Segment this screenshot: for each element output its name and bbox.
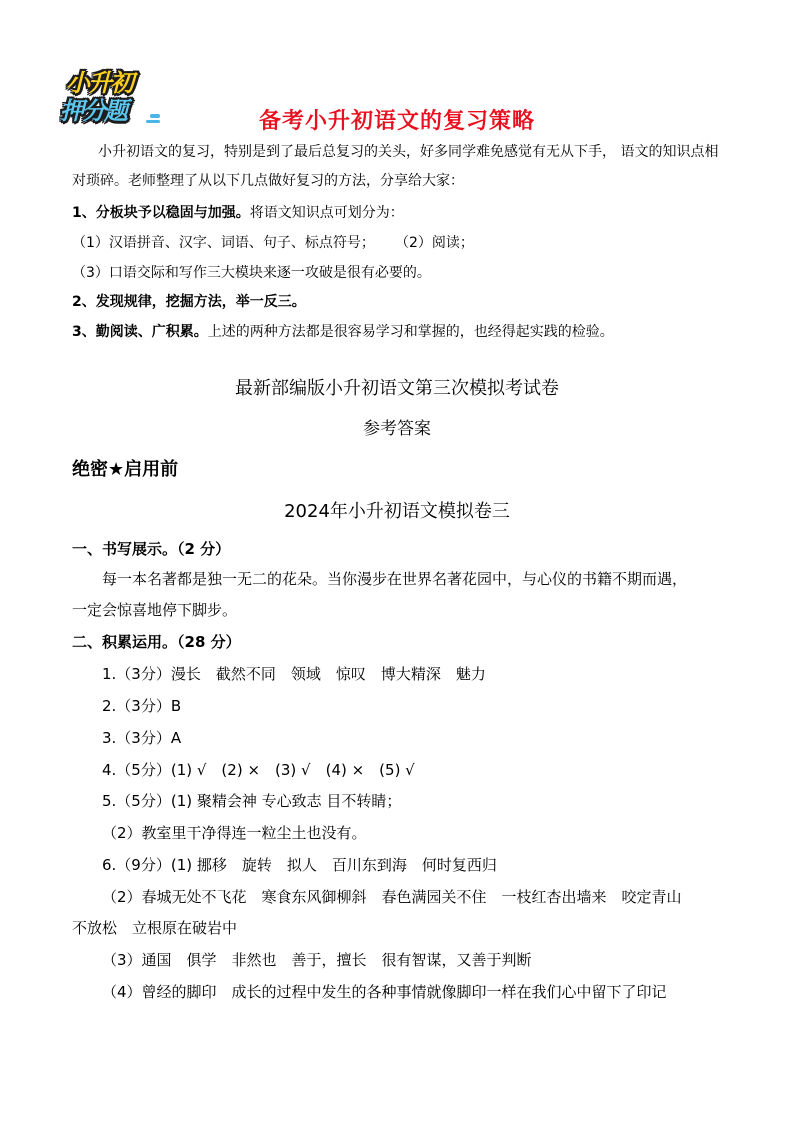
answer-q2: 2.（3分）B	[102, 697, 182, 715]
intro-line-1: 小升初语文的复习，特别是到了最后总复习的关头，好多同学难免感觉有无从下手， 语文的知识点相	[98, 144, 719, 160]
tip-3-text: 上述的两种方法都是很容易学习和掌握的，也经得起实践的检验。	[207, 324, 614, 340]
answer-q6-part4: （4）曾经的脚印 成长的过程中发生的各种事情就像脚印一样在我们心中留下了印记	[102, 983, 667, 1001]
answer-q5: 5.（5分）(1) 聚精会神 专心致志 目不转睛；	[102, 792, 402, 810]
section-1-line-2: 一定会惊喜地停下脚步。	[72, 601, 238, 619]
exam-title: 2024年小升初语文模拟卷三	[284, 501, 510, 522]
answer-q4: 4.（5分）(1) √ (2) × (3) √ (4) × (5) √	[102, 761, 415, 779]
tip-1-text: 将语文知识点可划分为：	[249, 205, 404, 221]
answer-q6-part2-line1: （2）春城无处不飞花 寒食东风御柳斜 春色满园关不住 一枝红杏出墙来 咬定青山	[102, 888, 682, 906]
tip-2: 2、发现规律，挖掘方法，举一反三。	[72, 294, 306, 310]
answer-q6-part2-line2: 不放松 立根原在破岩中	[72, 919, 238, 937]
logo-text-bottom: 押分题	[60, 97, 126, 125]
answer-heading: 参考答案	[363, 419, 431, 439]
answer-q5-part2: （2）教室里干净得连一粒尘土也没有。	[102, 824, 367, 842]
answer-q3: 3.（3分）A	[102, 729, 182, 747]
tip-1-heading: 1、分板块予以稳固与加强。	[72, 205, 250, 221]
confidential-label: 绝密★启用前	[72, 459, 179, 480]
page-title: 备考小升初语文的复习策略	[258, 109, 535, 134]
tip-1	[72, 204, 404, 222]
intro-line-2: 对琐碎。老师整理了从以下几点做好复习的方法，分享给大家：	[72, 173, 464, 189]
section-1-line-1: 每一本名著都是独一无二的花朵。当你漫步在世界名著花园中，与心仪的书籍不期而遇，	[102, 570, 688, 588]
tip-3-heading: 3、勤阅读、广积累。	[72, 324, 208, 340]
answer-q1: 1.（3分）漫长 截然不同 领域 惊叹 博大精深 魅力	[102, 665, 486, 683]
section-2-heading: 二、积累运用。（28 分）	[72, 633, 241, 651]
answer-q6-part3: （3）通国 俱学 非然也 善于，擅长 很有智谋，又善于判断	[102, 951, 532, 969]
tip-3	[72, 323, 614, 341]
section-1-heading: 一、书写展示。（2 分）	[72, 540, 231, 558]
exam-heading: 最新部编版小升初语文第三次模拟考试卷	[235, 378, 559, 399]
answer-q6: 6.（9分）(1) 挪移 旋转 拟人 百川东到海 何时复西归	[102, 856, 497, 874]
tip-1-sub-b: （2）阅读；	[395, 235, 474, 251]
tip-1-sub-a: （1）汉语拼音、汉字、词语、句子、标点符号；	[72, 235, 375, 251]
logo-text-top: 小升初	[66, 69, 132, 97]
tip-1-sub-c: （3）口语交际和写作三大模块来逐一攻破是很有必要的。	[72, 265, 431, 281]
